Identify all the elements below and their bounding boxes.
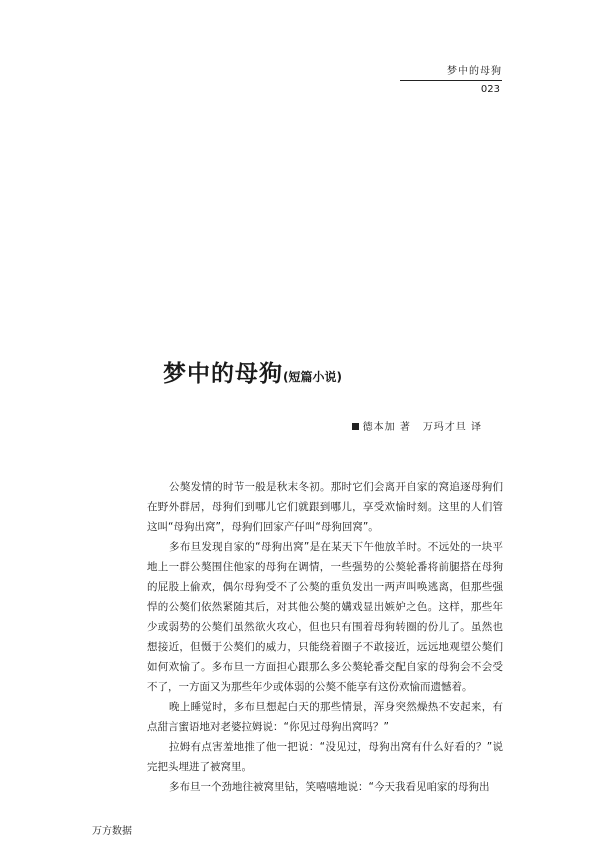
article-body <box>147 477 503 797</box>
article-title-block <box>163 355 342 388</box>
paragraph: 多布旦一个劲地往被窝里钻，笑嘻嘻地说：“今天我看见咱家的母狗出 <box>169 781 490 793</box>
author-name: 德本加 <box>362 422 396 433</box>
header-divider <box>400 80 502 81</box>
running-head-title: 梦中的母狗 <box>447 66 502 77</box>
footer-watermark: 万方数据 <box>92 826 132 837</box>
page-number: 023 <box>480 84 500 95</box>
paragraph: 拉姆有点害羞地推了他一把说：“没见过，母狗出窝有什么好看的？”说完把头埋进了被窝里。 <box>147 741 503 773</box>
translator-name: 万玛才旦 <box>422 422 467 433</box>
square-bullet-icon <box>352 423 359 430</box>
article-title: 梦中的母狗 <box>163 361 283 387</box>
translator-role: 译 <box>471 422 482 433</box>
author-role: 著 <box>399 422 411 433</box>
byline <box>352 418 482 433</box>
article-subtitle: (短篇小说) <box>283 370 342 384</box>
paragraph: 晚上睡觉时，多布旦想起白天的那些情景，浑身突然燥热不安起来，有点甜言蜜语地对老婆拉姆说：“你见过母狗出窝吗？” <box>147 701 503 733</box>
paragraph: 多布旦发现自家的“母狗出窝”是在某天下午他放羊时。不远处的一块平地上一群公獒围住他家的母狗在调情，一些强势的公獒轮番将前腿搭在母狗的屁股上偷欢，偶尔母狗受不了公獒的重负发出一两声叫唤逃离，但那些强悍的公獒们依然紧随其后，对其他公獒的媾戏显出嫉妒之色。这样，那些年少或弱势的公獒们虽然欲火攻心，但也只有围着母狗转圈的份儿了。虽然也想接近，但慑于公獒们的威力，只能绕着圈子不敢接近，远远地观望公獒们如何欢愉了。多布旦一方面担心跟那么多公獒轮番交配自家的母狗会不会受不了，一方面又为那些年少或体弱的公獒不能享有这份欢愉而遗憾着。 <box>147 541 503 693</box>
paragraph: 公獒发情的时节一般是秋末冬初。那时它们会离开自家的窝追逐母狗们在野外群居，母狗们到哪儿它们就跟到哪儿，享受欢愉时刻。这里的人们管这叫“母狗出窝”，母狗们回家产仔叫“母狗回窝”。 <box>147 481 503 533</box>
